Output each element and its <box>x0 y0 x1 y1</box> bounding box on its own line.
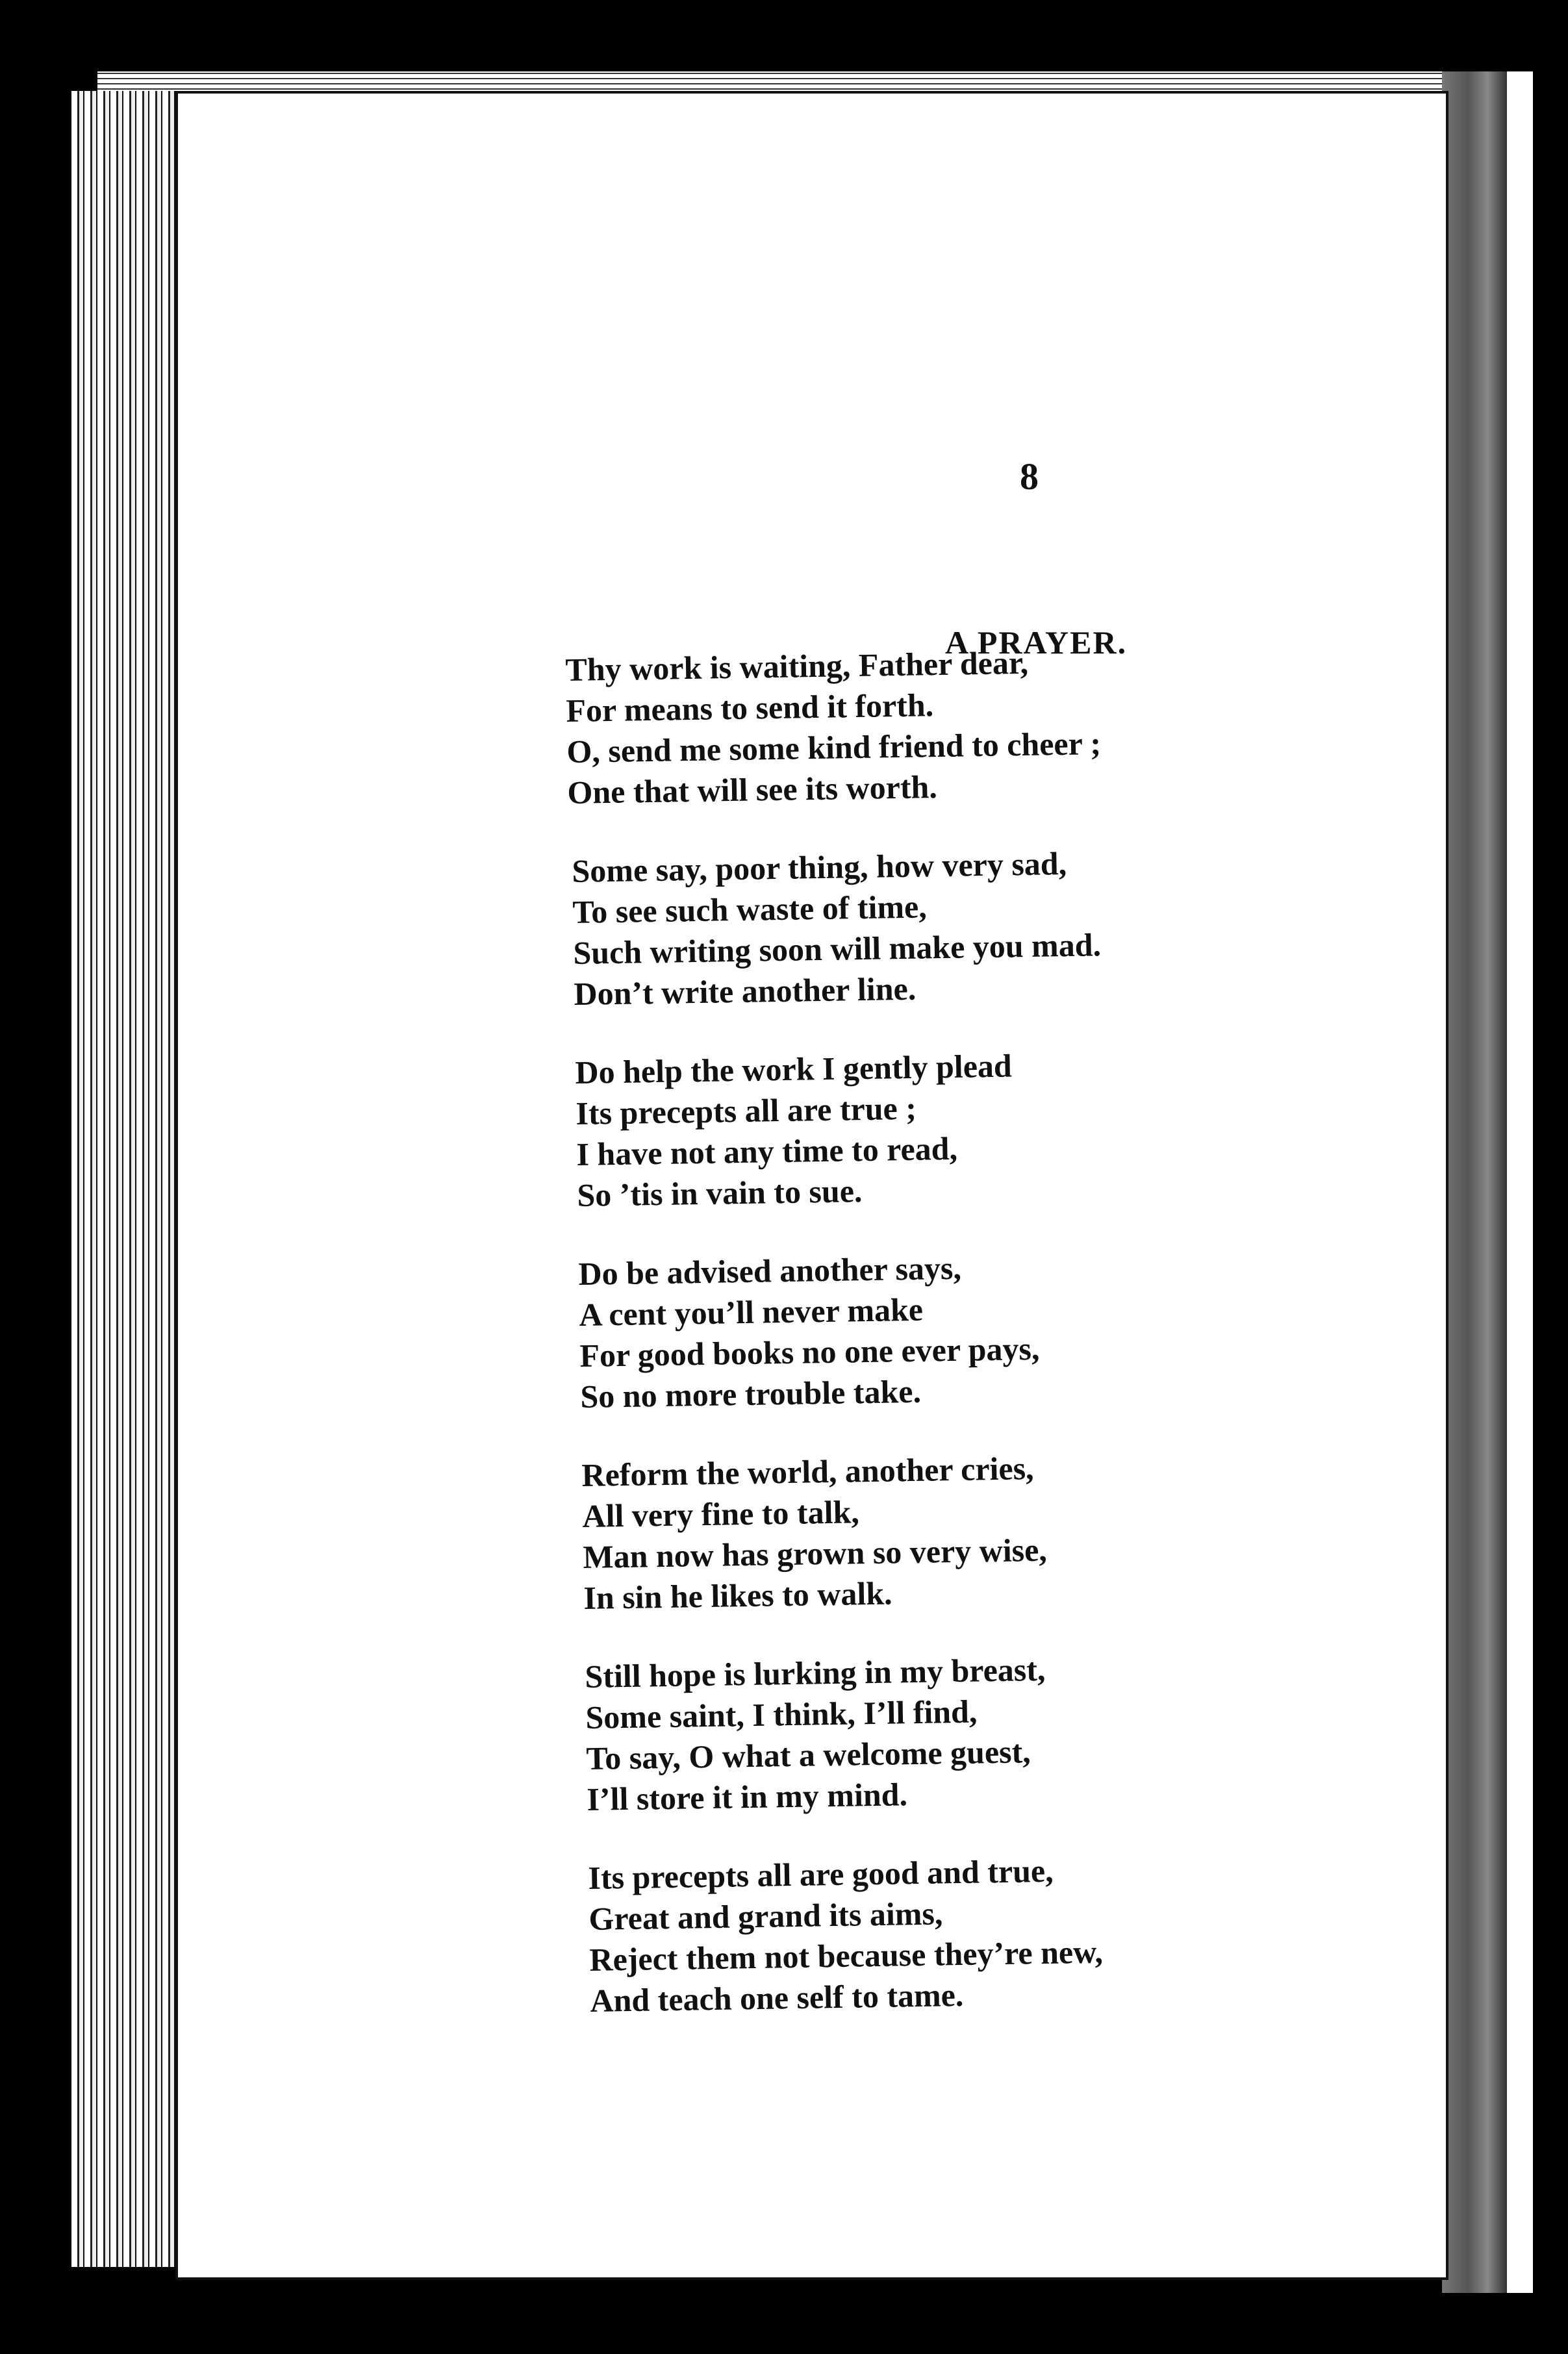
gutter-shadow <box>1442 71 1507 2293</box>
poem-line: In sin he likes to walk. <box>583 1575 892 1616</box>
poem-line: I’ll store it in my mind. <box>587 1776 908 1817</box>
poem-line: All very fine to talk, <box>582 1493 860 1534</box>
poem-line: O, send me some kind friend to cheer ; <box>566 725 1102 770</box>
book-page <box>175 91 1448 2280</box>
poem-line: Still hope is lurking in my breast, <box>585 1651 1046 1695</box>
stanza-3 <box>575 1045 1014 1216</box>
poem-line: Do help the work I gently plead <box>575 1047 1013 1091</box>
stanza-7 <box>588 1850 1104 2021</box>
stanza-5 <box>581 1448 1048 1619</box>
poem-line: And teach one self to tame. <box>590 1976 964 2019</box>
stanza-6 <box>585 1649 1048 1820</box>
poem-line: Great and grand its aims, <box>588 1895 943 1937</box>
poem-line: To say, O what a welcome guest, <box>586 1733 1031 1777</box>
poem-line: Some say, poor thing, how very sad, <box>572 845 1067 889</box>
stanza-2 <box>572 842 1102 1015</box>
poem-line: Reform the world, another cries, <box>581 1450 1034 1493</box>
poem-line: Reject them not because they’re new, <box>589 1933 1104 1978</box>
poem-line: Some saint, I think, I’ll find, <box>585 1693 978 1736</box>
poem-line: A cent you’ll never make <box>579 1291 924 1333</box>
page-content <box>175 91 1448 2280</box>
poem-line: Do be advised another says, <box>578 1249 962 1292</box>
poem-line: To see such waste of time, <box>572 888 928 930</box>
poem-line: Man now has grown so very wise, <box>583 1531 1048 1575</box>
poem-line: So ’tis in vain to sue. <box>577 1172 863 1213</box>
poem-line: For means to send it forth. <box>566 687 934 729</box>
poem-line: So no more trouble take. <box>580 1373 922 1415</box>
stanza-4 <box>578 1247 1041 1417</box>
poem-line: For good books no one ever pays, <box>579 1330 1040 1374</box>
poem-line: One that will see its worth. <box>567 768 938 811</box>
poem-line: Don’t write another line. <box>574 970 917 1012</box>
page-edge-right <box>1507 71 1533 2293</box>
poem-line: I have not any time to read, <box>576 1130 958 1172</box>
poem-line: Its precepts all are true ; <box>575 1089 917 1132</box>
page-number: 8 <box>1020 455 1039 498</box>
poem-title: A PRAYER. <box>945 624 1128 661</box>
poem-line: Such writing soon will make you mad. <box>573 926 1102 971</box>
poem-line: Its precepts all are good and true, <box>588 1852 1054 1896</box>
poem-line: Thy work is waiting, Father dear, <box>565 644 1029 688</box>
page-edges-left <box>71 91 188 2267</box>
stanza-1 <box>565 641 1102 813</box>
